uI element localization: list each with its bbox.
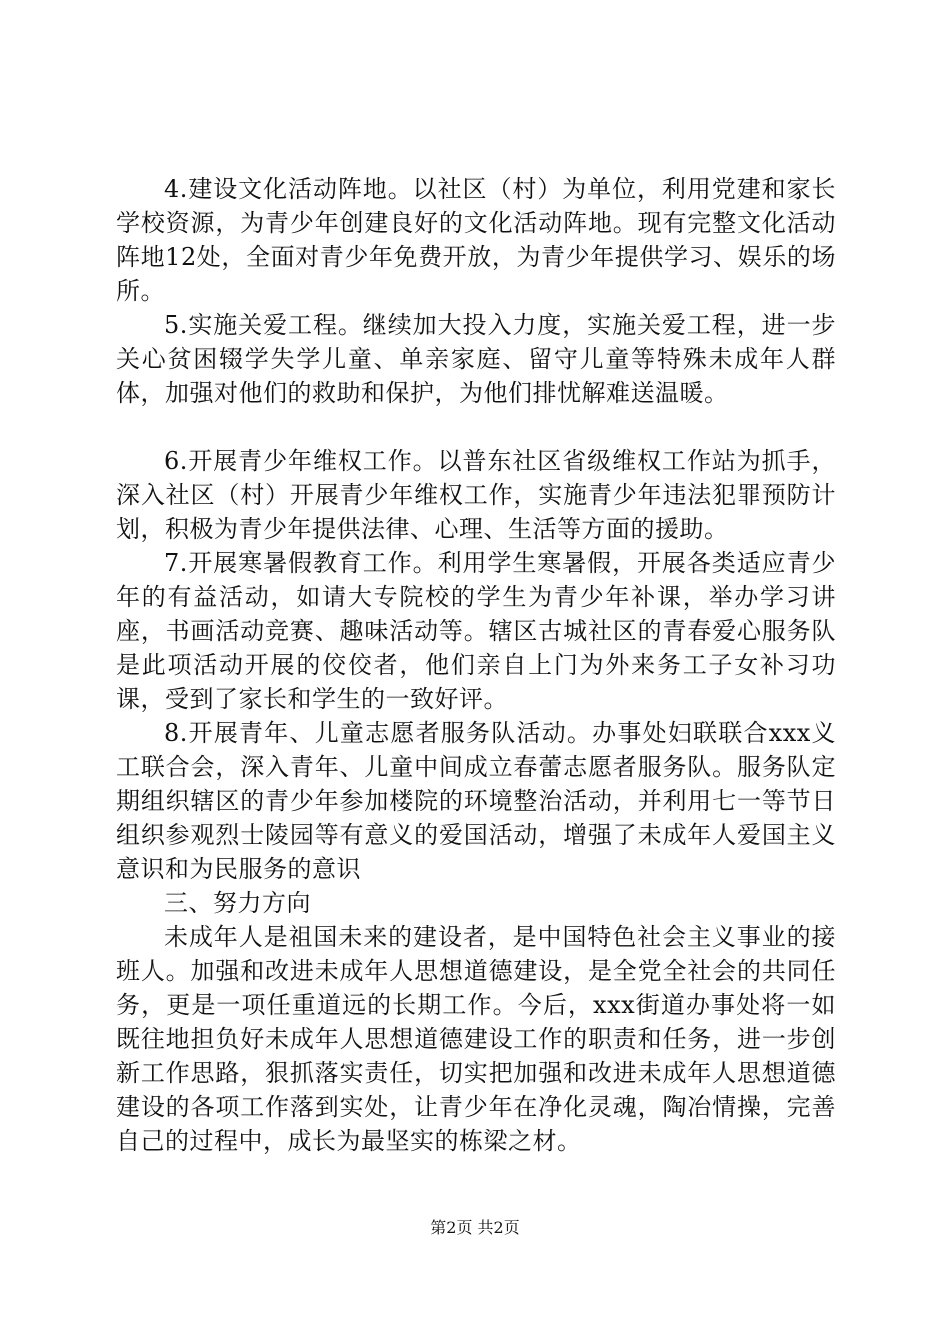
page-footer: 第2页 共2页 <box>430 1218 520 1237</box>
paragraph-item-6: 6.开展青少年维权工作。以普东社区省级维权工作站为抓手，深入社区（村）开展青少年维权工作，实施青少年违法犯罪预防计划，积极为青少年提供法律、心理、生活等方面的援助。 <box>116 447 836 543</box>
section-heading: 三、努力方向 <box>164 889 311 917</box>
paragraph-item-4: 4.建设文化活动阵地。以社区（村）为单位，利用党建和家长学校资源，为青少年创建良好的文化活动阵地。现有完整文化活动阵地12处，全面对青少年免费开放，为青少年提供学习、娱乐的场所。 <box>116 175 836 305</box>
paragraph-item-5: 5.实施关爱工程。继续加大投入力度，实施关爱工程，进一步关心贫困辍学失学儿童、单亲家庭、留守儿童等特殊未成年人群体，加强对他们的救助和保护，为他们排忧解难送温暖。 <box>116 311 836 407</box>
paragraph-item-8: 8.开展青年、儿童志愿者服务队活动。办事处妇联联合xxx义工联合会，深入青年、儿童中间成立春蕾志愿者服务队。服务队定期组织辖区的青少年参加楼院的环境整治活动，并利用七一等节日组织参观烈士陵园等有意义的爱国活动，增强了未成年人爱国主义意识和为民服务的意识 <box>116 719 836 883</box>
paragraph-item-7: 7.开展寒暑假教育工作。利用学生寒暑假，开展各类适应青少年的有益活动，如请大专院校的学生为青少年补课，举办学习讲座，书画活动竞赛、趣味活动等。辖区古城社区的青春爱心服务队是此项活动开展的佼佼者，他们亲自上门为外来务工子女补习功课，受到了家长和学生的一致好评。 <box>116 549 836 713</box>
paragraph-conclusion: 未成年人是祖国未来的建设者，是中国特色社会主义事业的接班人。加强和改进未成年人思想道德建设，是全党全社会的共同任务，更是一项任重道远的长期工作。今后，xxx街道办事处将一如既往地担负好未成年人思想道德建设工作的职责和任务，进一步创新工作思路，狠抓落实责任，切实把加强和改进未成年人思想道德建设的各项工作落到实处，让青少年在净化灵魂，陶冶情操，完善自己的过程中，成长为最坚实的栋梁之材。 <box>116 923 836 1155</box>
document-body <box>116 172 836 1158</box>
